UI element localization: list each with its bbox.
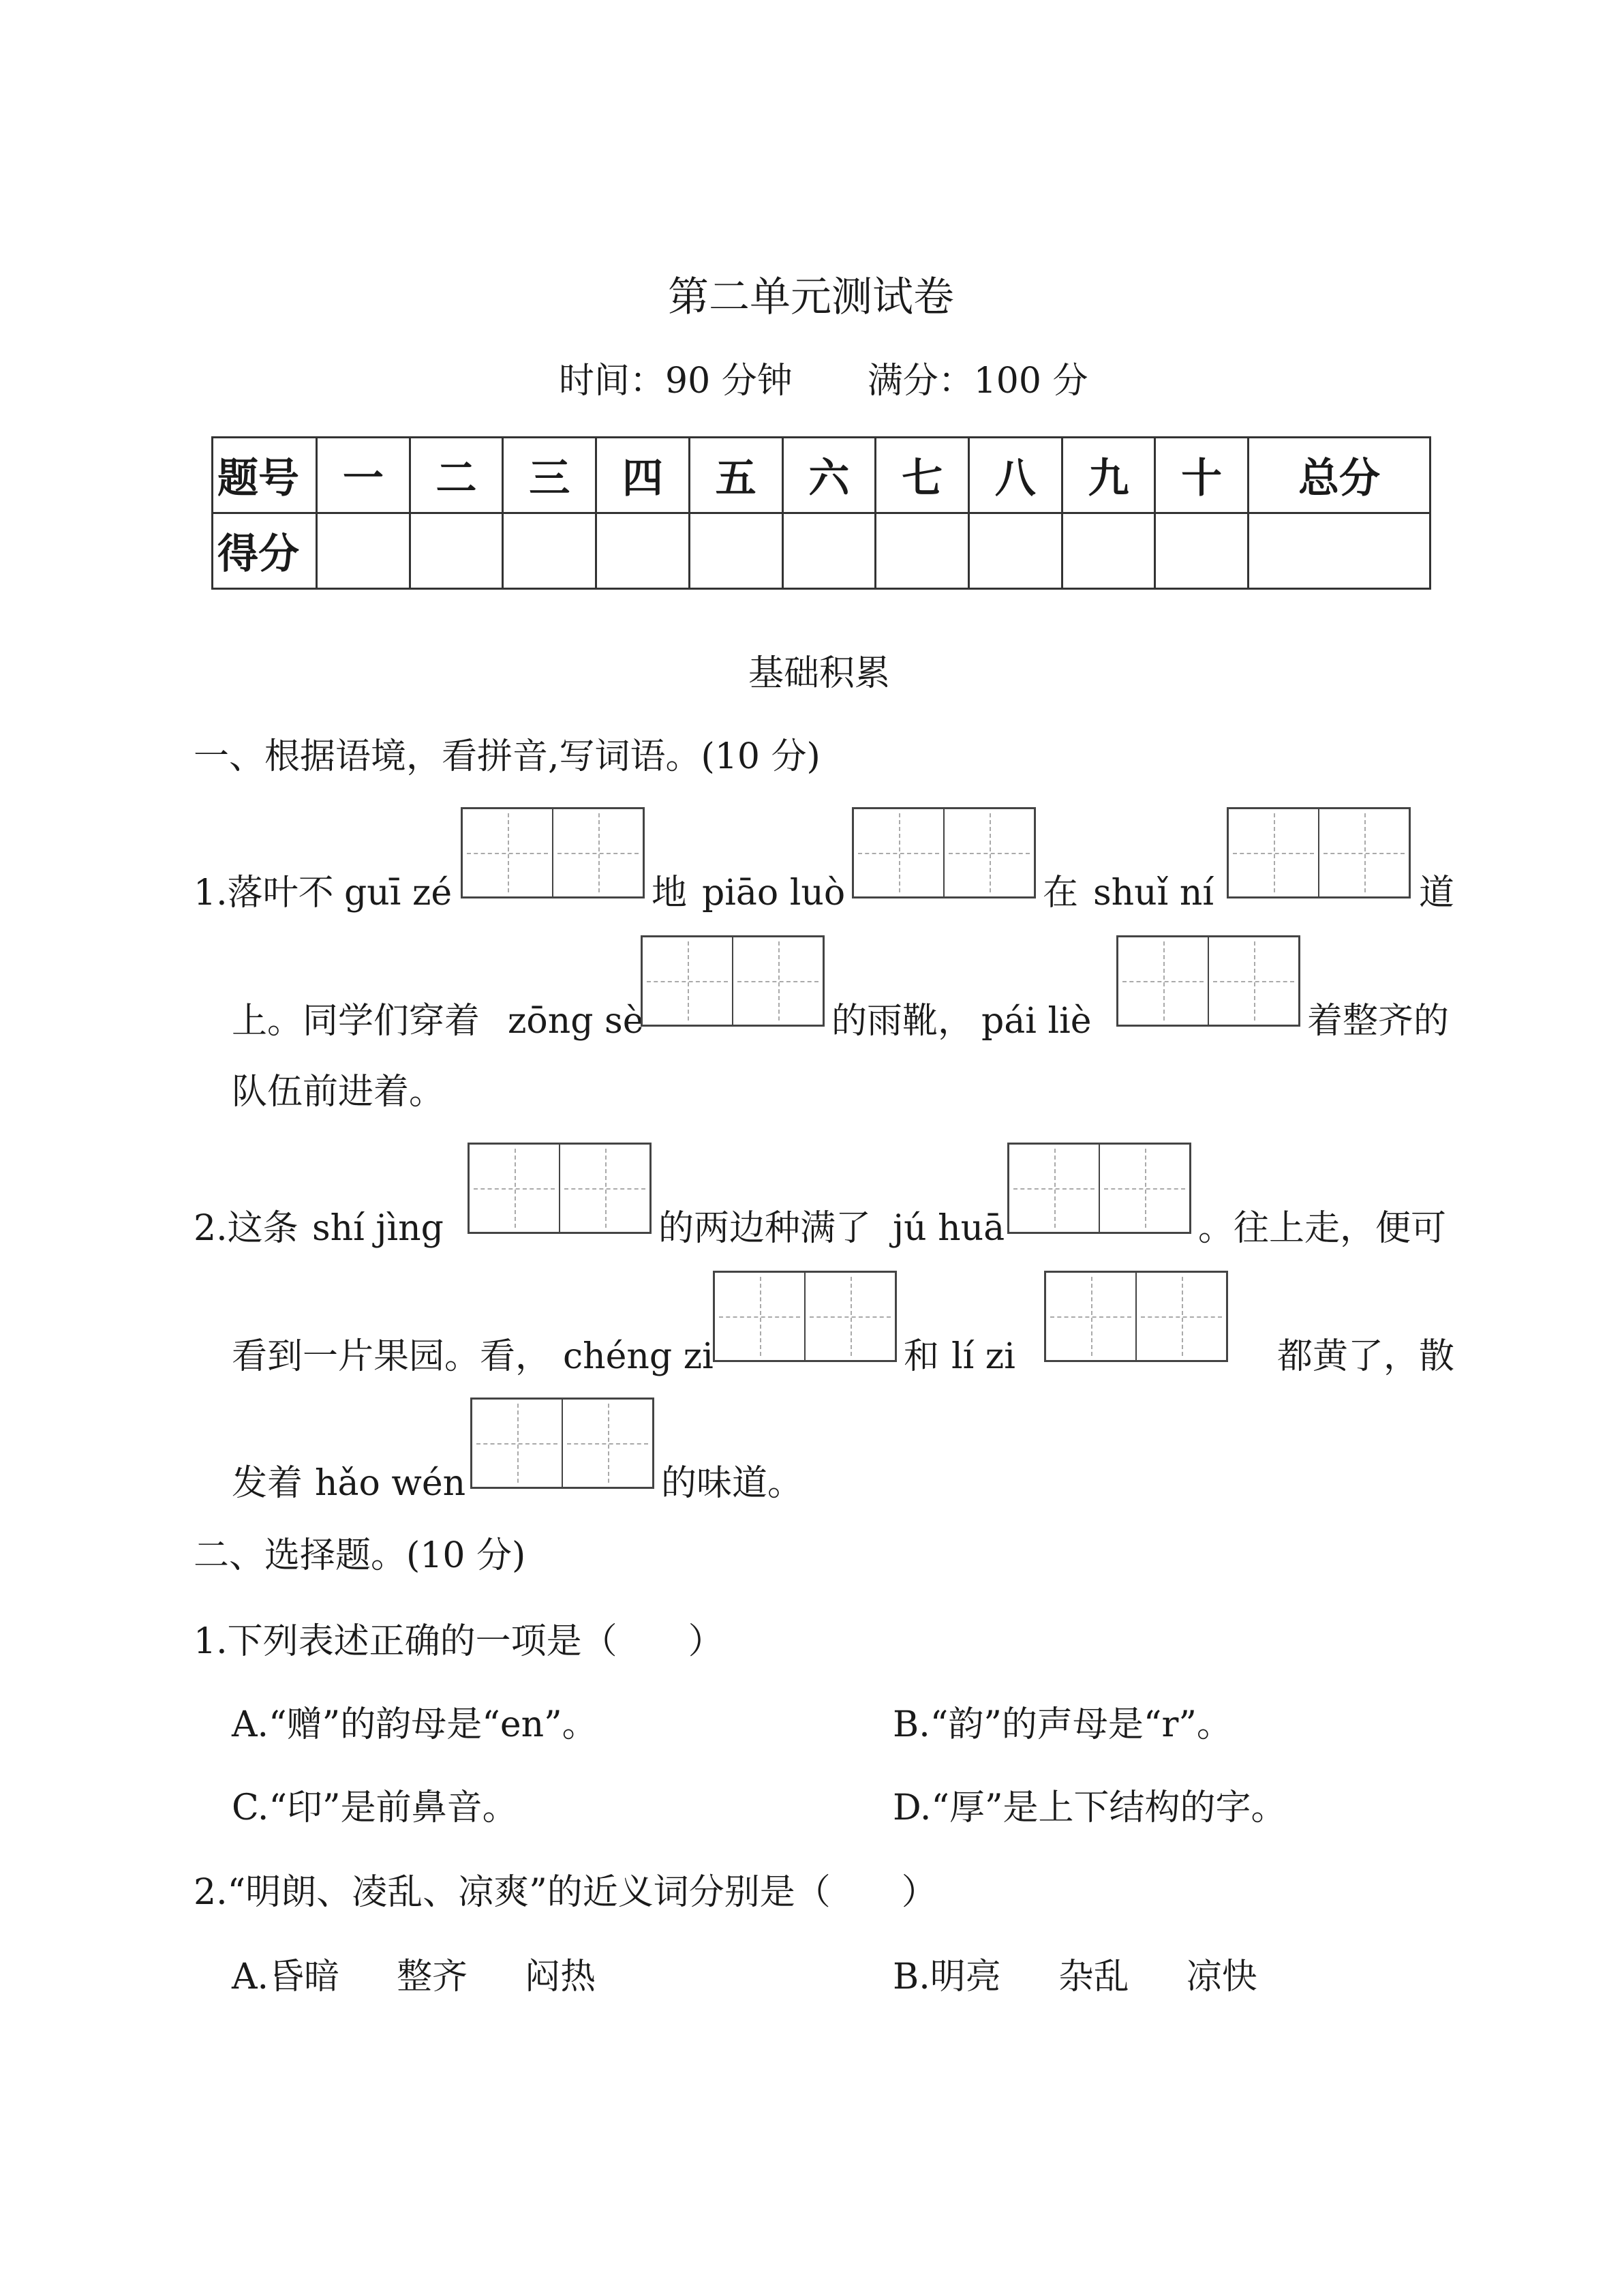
score-input-cell[interactable] [1062,513,1155,589]
pinyin-text: jú huā [893,1208,1005,1249]
q1-p1-prefix: 1.落叶不 [194,873,334,913]
score-table-cell: 二 [410,438,503,513]
score-table-cell: 七 [876,438,969,513]
score-table-cell: 五 [689,438,782,513]
q1-p2-text: 的两边种满了 [658,1208,872,1249]
option-word: 凉快 [1186,1957,1257,1997]
q1-p1-text: 的雨靴， [831,1001,974,1042]
option-d[interactable]: D.“厚”是上下结构的字。 [893,1787,1287,1828]
option-b[interactable] [893,1957,1257,1997]
score-input-cell[interactable] [1155,513,1249,589]
writing-grid[interactable] [641,935,825,1027]
q1-p2-text: 都黄了，散 [1277,1336,1455,1377]
score-input-cell[interactable] [596,513,690,589]
option-c[interactable]: C.“印”是前鼻音。 [232,1787,518,1828]
pinyin-text: piāo luò [702,873,846,913]
score-input-cell[interactable] [782,513,876,589]
time-limit: 时间：90 分钟 [559,361,793,402]
q1-p1-text: 在 [1043,873,1079,913]
option-word: 整齐 [397,1957,468,1997]
score-table-cell: 四 [596,438,690,513]
option-a[interactable]: A.“赠”的韵母是“en”。 [232,1704,598,1745]
writing-grid[interactable] [713,1271,897,1362]
q1-p2-text: 和 [904,1336,940,1377]
q1-p1-text: 道 [1419,873,1455,913]
score-input-cell[interactable] [689,513,782,589]
q1-p2-prefix: 2.这条 [194,1208,299,1249]
q1-p2-text: 。往上走，便可 [1198,1208,1447,1249]
pinyin-text: chéng zi [563,1336,714,1377]
pinyin-text: shí jìng [312,1208,444,1249]
q1-p2-text: 看到一片果园。看， [232,1336,551,1377]
q1-p1-text: 上。同学们穿着 [232,1001,480,1042]
writing-grid[interactable] [1007,1143,1191,1234]
section-title: 基础积累 [748,653,891,694]
score-table-cell: 得分 [213,513,317,589]
pinyin-text: shuǐ ní [1093,873,1214,913]
writing-grid[interactable] [852,807,1036,898]
full-score: 满分：100 分 [867,361,1088,402]
pinyin-text: hǎo wén [315,1463,466,1504]
pinyin-text: lí zi [951,1336,1015,1377]
q1-p1-text: 地 [652,873,688,913]
pinyin-text: zōng sè [508,1001,644,1042]
q1-p2-text: 发着 [232,1463,303,1504]
score-input-cell[interactable] [410,513,503,589]
question-1-heading: 一、根据语境，看拼音,写词语。(10 分) [194,736,821,777]
score-table-cell: 题号 [213,438,317,513]
writing-grid[interactable] [1116,935,1300,1027]
score-table-cell: 三 [503,438,596,513]
writing-grid[interactable] [1044,1271,1228,1362]
score-table-cell: 一 [317,438,410,513]
score-input-cell[interactable] [876,513,969,589]
score-input-cell[interactable] [968,513,1062,589]
pinyin-text: guī zé [344,873,453,913]
writing-grid[interactable] [1227,807,1411,898]
exam-info [559,352,1088,403]
q1-p1-text: 着整齐的 [1307,1001,1450,1042]
score-input-cell[interactable] [1249,513,1430,589]
option-word: 杂乱 [1058,1957,1129,1997]
page-title: 第二单元测试卷 [668,273,954,321]
q1-p1-text: 队伍前进着。 [232,1072,445,1113]
score-input-cell[interactable] [503,513,596,589]
option-word: A.昏暗 [232,1957,340,1997]
score-table-cell: 总分 [1249,438,1430,513]
question-text: 1.下列表述正确的一项是（ ） [194,1621,724,1662]
score-input-cell[interactable] [317,513,410,589]
score-table-cell: 九 [1062,438,1155,513]
score-table-cell: 十 [1155,438,1249,513]
score-table-cell: 六 [782,438,876,513]
score-table-score-row [213,513,1430,589]
option-word: 闷热 [525,1957,596,1997]
score-table [211,436,1431,590]
question-2-heading: 二、选择题。(10 分) [194,1535,526,1576]
option-word: B.明亮 [893,1957,1001,1997]
writing-grid[interactable] [468,1143,652,1234]
score-table-cell: 八 [968,438,1062,513]
writing-grid[interactable] [461,807,645,898]
option-a[interactable] [232,1957,596,1997]
pinyin-text: pái liè [981,1001,1092,1042]
writing-grid[interactable] [470,1398,654,1489]
option-b[interactable]: B.“韵”的声母是“r”。 [893,1704,1232,1745]
q1-p2-text: 的味道。 [661,1463,804,1504]
question-text: 2.“明朗、凌乱、凉爽”的近义词分别是（ ） [194,1872,937,1913]
score-table-header-row [213,438,1430,513]
